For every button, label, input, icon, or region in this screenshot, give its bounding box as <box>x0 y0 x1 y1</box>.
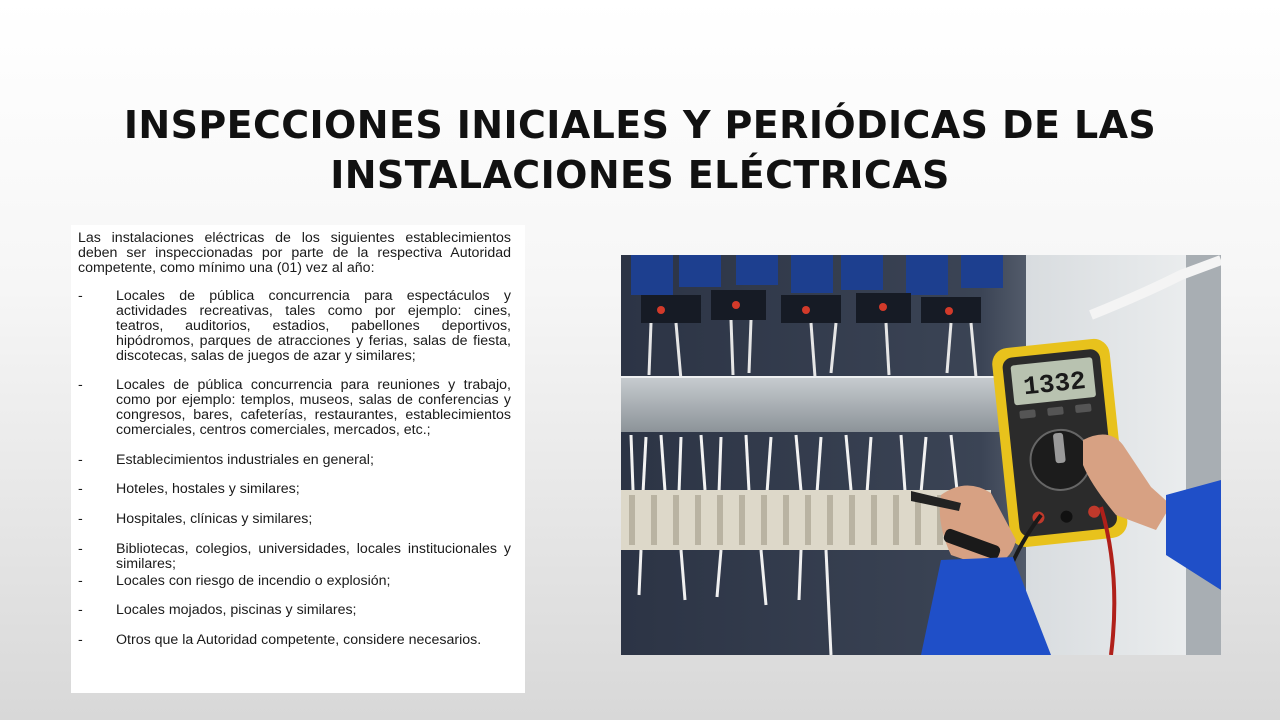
list-item-text: Locales con riesgo de incendio o explosión; <box>116 572 391 589</box>
list-dash: - <box>78 451 83 468</box>
list-item-text: Hospitales, clínicas y similares; <box>116 511 313 528</box>
cabinet-edge <box>1186 255 1221 655</box>
cable-tray <box>621 377 1031 432</box>
list-dash: - <box>78 288 83 305</box>
establishment-list <box>78 289 511 648</box>
list-item-text: Establecimientos industriales en general; <box>116 451 374 468</box>
list-dash: - <box>78 540 83 557</box>
document-excerpt-image <box>71 225 525 693</box>
list-item <box>78 603 511 618</box>
list-item-text: Otros que la Autoridad competente, considere necesarios. <box>116 632 482 649</box>
list-item-text: Hoteles, hostales y similares; <box>116 481 300 498</box>
list-item-text: Locales mojados, piscinas y similares; <box>116 602 357 619</box>
list-item <box>78 289 511 363</box>
list-item-text: Locales de pública concurrencia para espectáculos y actividades recreativas, tales como por ejemplo: cines, teatros, auditorios, estadios, pabellones deportivos, hipódromos, parques de atracciones y ferias, salas de fiesta, discotecas, salas de juegos de azar y similares; <box>116 288 511 364</box>
list-item <box>78 482 511 497</box>
meter-reading: 1332 <box>1022 365 1088 403</box>
list-item <box>78 633 511 648</box>
list-item <box>78 542 511 572</box>
list-dash: - <box>78 511 83 528</box>
list-item-text: Bibliotecas, colegios, universidades, locales institucionales y similares; <box>116 540 511 572</box>
document-intro: Las instalaciones eléctricas de los siguientes establecimientos deben ser inspeccionadas por parte de la respectiva Autoridad competente, como mínimo una (01) vez al año: <box>78 230 511 276</box>
list-dash: - <box>78 602 83 619</box>
photo-illustration <box>621 255 1221 655</box>
slide-title-line-2: INSTALACIONES ELÉCTRICAS <box>330 153 950 197</box>
list-item <box>78 453 511 468</box>
list-item-text: Locales de pública concurrencia para reuniones y trabajo, como por ejemplo: templos, museos, salas de conferencias y congresos, bares, cafeterías, restaurantes, establecimientos comerciales, centros comerciales, mercados, etc.; <box>116 377 511 438</box>
list-dash: - <box>78 632 83 649</box>
list-dash: - <box>78 572 83 589</box>
list-item <box>78 574 511 589</box>
list-dash: - <box>78 377 83 394</box>
slide-title <box>0 100 1280 200</box>
list-dash: - <box>78 481 83 498</box>
electrician-multimeter-photo <box>621 255 1221 655</box>
list-item <box>78 378 511 437</box>
list-item <box>78 512 511 527</box>
slide-title-line-1: INSPECCIONES INICIALES Y PERIÓDICAS DE LAS <box>123 103 1157 147</box>
